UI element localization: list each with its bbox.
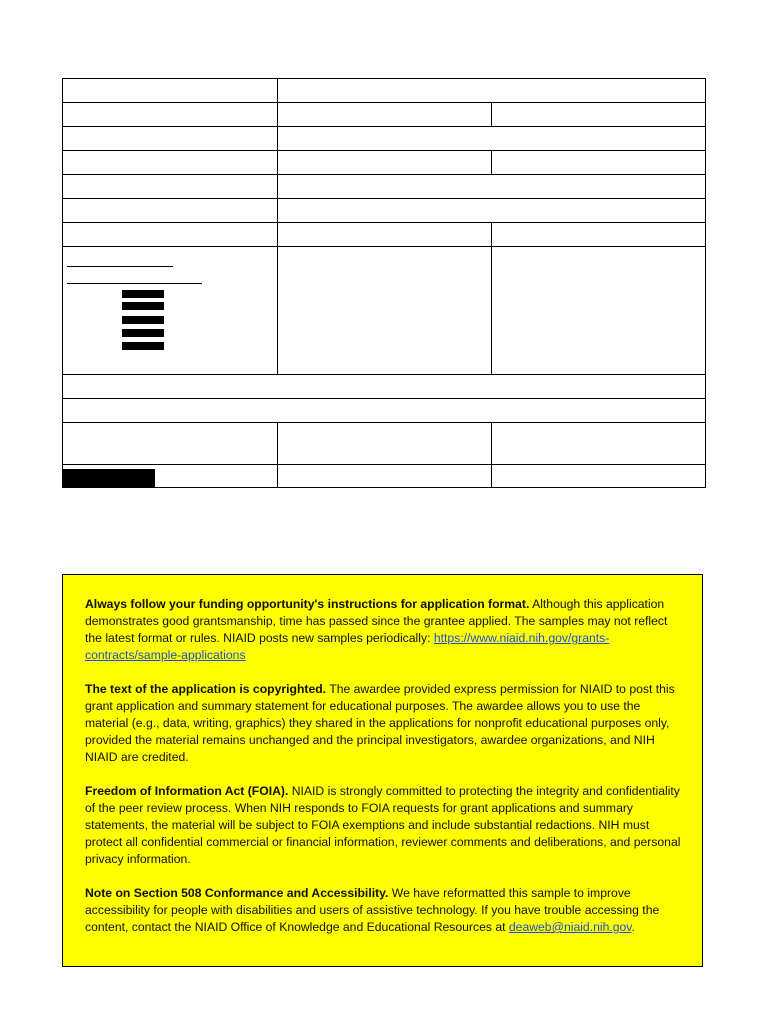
sample-application-notice — [62, 574, 703, 967]
table-cell — [491, 102, 706, 127]
table-cell — [277, 126, 706, 151]
table-cell — [277, 78, 706, 103]
redaction-underline — [67, 283, 202, 284]
redaction-bar — [122, 329, 164, 337]
table-cell — [491, 464, 706, 488]
table-cell — [277, 222, 492, 247]
redaction-bar — [122, 316, 164, 324]
table-cell — [62, 174, 278, 199]
table-cell — [491, 246, 706, 375]
table-cell — [491, 150, 706, 175]
table-cell — [62, 374, 706, 399]
table-cell — [62, 78, 278, 103]
redaction-bar — [122, 290, 164, 298]
notice-text: Although this application demonstrates good grantsmanship, time has passed since the grantee applied. The samples may not reflect the latest format or rules. NIAID posts new samples periodically: — [85, 597, 668, 645]
notice-text: NIAID is strongly committed to protecting the integrity and confidentiality of the peer review process. When NIH responds to FOIA requests for grant applications and summary statements, the material will be subject to FOIA exemptions and include substantial redactions. NIH must protect all confidential commercial or financial information, reviewer comments and deliberations, and personal privacy information. — [85, 784, 681, 866]
redaction-bar — [122, 342, 164, 350]
table-cell — [277, 422, 492, 465]
email-link[interactable]: deaweb@niaid.nih.gov — [508, 920, 632, 934]
notice-text: We have reformatted this sample to improve accessibility for people with disabilities and users of assistive technology. If you have trouble accessing the content, contact the NIAID Office of Knowledge and Educational Resources at — [85, 886, 660, 934]
notice-heading: Note on Section 508 Conformance and Accessibility. — [85, 886, 389, 900]
notice-text: . — [631, 920, 635, 934]
table-cell — [62, 102, 278, 127]
table-cell — [491, 222, 706, 247]
redaction-bar — [122, 302, 164, 310]
sample-applications-link[interactable]: https://www.niaid.nih.gov/grants-contracts/sample-applications — [85, 631, 610, 662]
notice-paragraph-508 — [85, 885, 682, 936]
notice-paragraph-funding — [85, 596, 682, 664]
table-cell — [62, 422, 278, 465]
table-cell — [277, 246, 492, 375]
table-cell — [277, 174, 706, 199]
notice-paragraph-foia — [85, 783, 682, 868]
table-cell — [491, 422, 706, 465]
notice-heading: Freedom of Information Act (FOIA). — [85, 784, 289, 798]
table-cell — [277, 150, 492, 175]
notice-heading: Always follow your funding opportunity's instructions for application format. — [85, 597, 530, 611]
table-cell — [62, 222, 278, 247]
table-cell — [62, 398, 706, 423]
table-cell — [277, 464, 492, 488]
table-cell — [62, 150, 278, 175]
redaction-underline — [67, 266, 173, 267]
table-cell — [277, 198, 706, 223]
redacted-form-table — [62, 78, 706, 488]
notice-paragraph-copyright — [85, 681, 682, 766]
table-cell — [277, 102, 492, 127]
table-cell — [62, 126, 278, 151]
table-cell — [62, 198, 278, 223]
notice-heading: The text of the application is copyrighted. — [85, 682, 327, 696]
redaction-bar — [62, 469, 155, 487]
notice-text: The awardee provided express permission for NIAID to post this grant application and summary statement for educational purposes. The awardee allows you to use the material (e.g., data, writing, graphics) they shared in the applications for nonprofit educational purposes only, provided the material remains unchanged and the principal investigators, awardee organizations, and NIH NIAID are credited. — [85, 682, 675, 764]
